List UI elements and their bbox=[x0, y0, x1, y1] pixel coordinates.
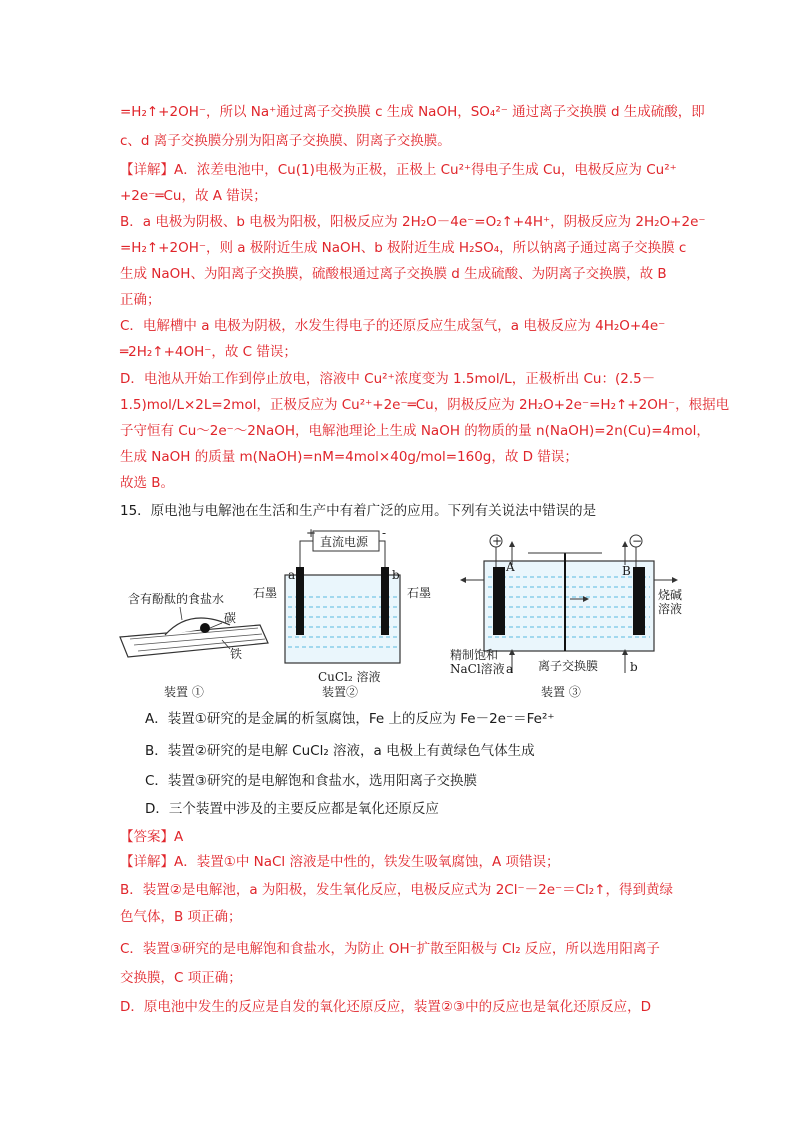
answer-explanation-line: 【详解】A．装置①中 NaCl 溶液是中性的，铁发生吸氧腐蚀，A 项错误； bbox=[120, 854, 560, 870]
answer-explanation-line: B．装置②是电解池，a 为阳极，发生氧化反应，电极反应式为 2Cl⁻－2e⁻＝Cl₂↑，得到黄绿 bbox=[120, 882, 674, 898]
explanation-line: B．a 电极为阴极、b 电极为阳极，阳极反应为 2H₂O－4e⁻=O₂↑+4H⁺，阴极反应为 2H₂O+2e⁻ bbox=[120, 214, 706, 230]
device-2 bbox=[253, 526, 431, 684]
explanation-line: 正确； bbox=[120, 292, 161, 308]
d1-carbon: 碳 bbox=[224, 611, 237, 625]
explanation-line: 故选 B。 bbox=[120, 475, 175, 491]
d2-a: a bbox=[288, 568, 296, 582]
option-a: A．装置①研究的是金属的析氢腐蚀，Fe 上的反应为 Fe－2e⁻＝Fe²⁺ bbox=[145, 711, 555, 727]
d2-solution: CuCl₂ 溶液 bbox=[318, 670, 381, 684]
explanation-line: c、d 离子交换膜分别为阳离子交换膜、阴离子交换膜。 bbox=[120, 133, 451, 149]
d3-caption: 装置 ③ bbox=[541, 685, 581, 699]
d2-left: 石墨 bbox=[253, 586, 278, 600]
d3-A: A bbox=[506, 560, 515, 574]
explanation-line: ═2H₂↑+4OH⁻，故 C 错误； bbox=[120, 344, 297, 360]
d3-b: b bbox=[630, 660, 638, 674]
explanation-line: C．电解槽中 a 电极为阴极，水发生得电子的还原反应生成氢气，a 电极反应为 4H₂O+4e⁻ bbox=[120, 318, 666, 334]
question-stem: 15．原电池与电解池在生活和生产中有着广泛的应用。下列有关说法中错误的是 bbox=[120, 503, 597, 519]
d3-B: B bbox=[622, 564, 631, 578]
explanation-line: 子守恒有 Cu～2e⁻～2NaOH，电解池理论上生成 NaOH 的物质的量 n(NaOH)=2n(Cu)=4mol， bbox=[120, 423, 710, 439]
option-b: B．装置②研究的是电解 CuCl₂ 溶液，a 电极上有黄绿色气体生成 bbox=[145, 743, 535, 759]
explanation-line: =H₂↑+2OH⁻，所以 Na⁺通过离子交换膜 c 生成 NaOH，SO₄²⁻ 通过离子交换膜 d 生成硫酸，即 bbox=[120, 104, 705, 120]
option-c: C．装置③研究的是电解饱和食盐水，选用阳离子交换膜 bbox=[145, 773, 478, 789]
d2-power: 直流电源 bbox=[320, 535, 369, 549]
device-1 bbox=[120, 591, 268, 661]
answer-explanation-line: 色气体，B 项正确； bbox=[120, 909, 242, 925]
answer-explanation-line: 交换膜，C 项正确； bbox=[120, 970, 242, 986]
apparatus-figure bbox=[110, 525, 700, 695]
d3-minus: − bbox=[632, 534, 643, 548]
d1-caption: 装置 ① bbox=[164, 685, 204, 699]
option-d: D．三个装置中涉及的主要反应都是氧化还原反应 bbox=[145, 801, 439, 817]
explanation-line: +2e⁻═Cu，故 A 错误； bbox=[120, 188, 267, 204]
d2-right: 石墨 bbox=[407, 586, 432, 600]
d3-plus: + bbox=[492, 534, 503, 548]
d3-naoh-1: 烧碱 bbox=[658, 588, 683, 602]
device-3 bbox=[450, 534, 682, 676]
explanation-line: D．电池从开始工作到停止放电，溶液中 Cu²⁺浓度变为 1.5mol/L，正极析出 Cu：(2.5－ bbox=[120, 371, 656, 387]
d2-b: b bbox=[392, 568, 400, 582]
explanation-line: =H₂↑+2OH⁻，则 a 极附近生成 NaOH、b 极附近生成 H₂SO₄，所以钠离子通过离子交换膜 c bbox=[120, 240, 687, 256]
d1-iron: 铁 bbox=[230, 647, 243, 661]
d2-plus: + bbox=[306, 526, 317, 540]
d3-feed-1: 精制饱和 bbox=[450, 648, 499, 662]
explanation-line: 生成 NaOH、为阳离子交换膜，硫酸根通过离子交换膜 d 生成硫酸、为阴离子交换膜，故 B bbox=[120, 266, 667, 282]
d3-a: a bbox=[506, 662, 514, 676]
d2-minus: - bbox=[382, 526, 387, 540]
explanation-line: 【详解】A．浓差电池中，Cu(1)电极为正极，正极上 Cu²⁺得电子生成 Cu，电极反应为 Cu²⁺ bbox=[120, 162, 677, 178]
d3-feed-2: NaCl溶液 bbox=[450, 662, 505, 676]
d3-naoh-2: 溶液 bbox=[658, 602, 683, 616]
answer-explanation-line: D．原电池中发生的反应是自发的氧化还原反应，装置②③中的反应也是氧化还原反应，D bbox=[120, 999, 651, 1015]
explanation-line: 1.5)mol/L×2L=2mol，正极反应为 Cu²⁺+2e⁻═Cu，阴极反应为 2H₂O+2e⁻=H₂↑+2OH⁻，根据电 bbox=[120, 397, 730, 413]
d2-caption: 装置② bbox=[322, 685, 359, 699]
d3-membrane: 离子交换膜 bbox=[538, 659, 599, 673]
answer-explanation-line: C．装置③研究的是电解饱和食盐水，为防止 OH⁻扩散至阳极与 Cl₂ 反应，所以选用阳离子 bbox=[120, 941, 660, 957]
explanation-line: 生成 NaOH 的质量 m(NaOH)=nM=4mol×40g/mol=160g，故 D 错误； bbox=[120, 449, 578, 465]
answer-label: 【答案】A bbox=[120, 829, 184, 845]
d1-note: 含有酚酞的食盐水 bbox=[128, 592, 225, 606]
